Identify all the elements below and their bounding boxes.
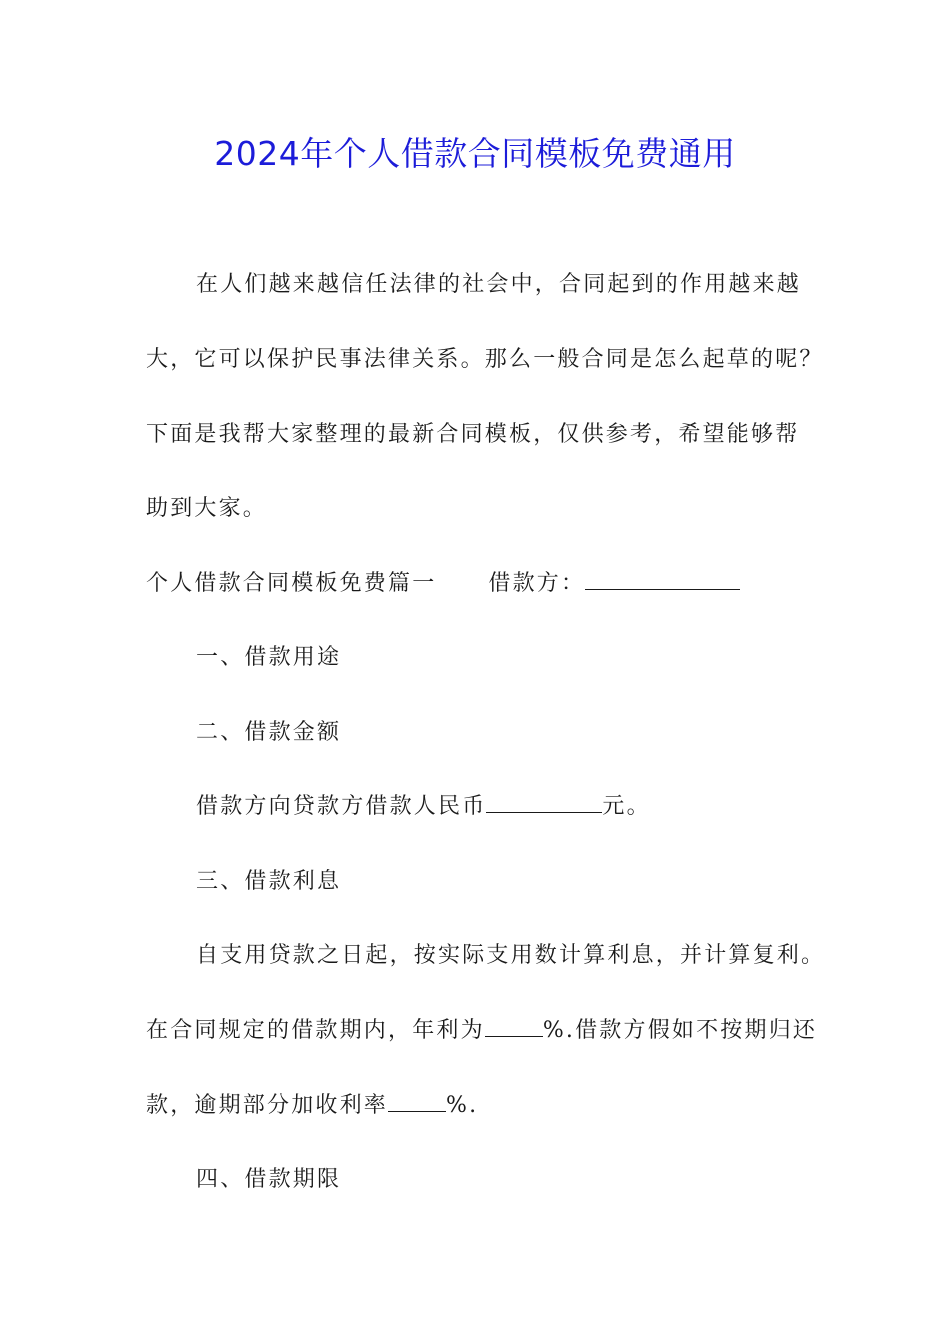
document-title: 2024年个人借款合同模板免费通用 bbox=[214, 134, 736, 173]
clause-4-heading: 四、借款期限 bbox=[196, 1167, 342, 1192]
clause-2-text bbox=[196, 792, 651, 822]
clause-3-heading: 三、借款利息 bbox=[196, 869, 342, 894]
clause-1-heading: 一、借款用途 bbox=[196, 645, 342, 670]
clause-3-line-2 bbox=[146, 1016, 817, 1046]
clause-3-line-2-before: 在合同规定的借款期内，年利为 bbox=[146, 1018, 485, 1043]
clause-3-line-2-after: %.借款方假如不按期归还 bbox=[542, 1018, 818, 1043]
clause-2-text-before: 借款方向贷款方借款人民币 bbox=[196, 794, 487, 819]
intro-line-1: 在人们越来越信任法律的社会中，合同起到的作用越来越 bbox=[196, 272, 802, 297]
intro-line-2: 大，它可以保护民事法律关系。那么一般合同是怎么起草的呢？ bbox=[146, 347, 824, 372]
clause-3-line-3-before: 款，逾期部分加收利率 bbox=[146, 1093, 389, 1118]
clause-3-line-1: 自支用贷款之日起，按实际支用数计算利息，并计算复利。 bbox=[196, 943, 826, 968]
clause-2-heading: 二、借款金额 bbox=[196, 720, 342, 745]
clause-3-line-3 bbox=[146, 1091, 478, 1121]
clause-3-line-3-after: %. bbox=[446, 1093, 479, 1118]
intro-line-3: 下面是我帮大家整理的最新合同模板，仅供参考，希望能够帮 bbox=[146, 422, 800, 447]
section-heading-line bbox=[146, 569, 740, 599]
annual-rate-blank bbox=[485, 1016, 543, 1037]
overdue-rate-blank bbox=[388, 1091, 446, 1112]
intro-line-4: 助到大家。 bbox=[146, 496, 268, 521]
borrower-label: 借款方： bbox=[488, 571, 586, 596]
amount-blank bbox=[486, 792, 602, 813]
borrower-blank bbox=[585, 569, 740, 590]
section-heading: 个人借款合同模板免费篇一 bbox=[146, 571, 437, 596]
clause-2-text-after: 元。 bbox=[602, 794, 651, 819]
